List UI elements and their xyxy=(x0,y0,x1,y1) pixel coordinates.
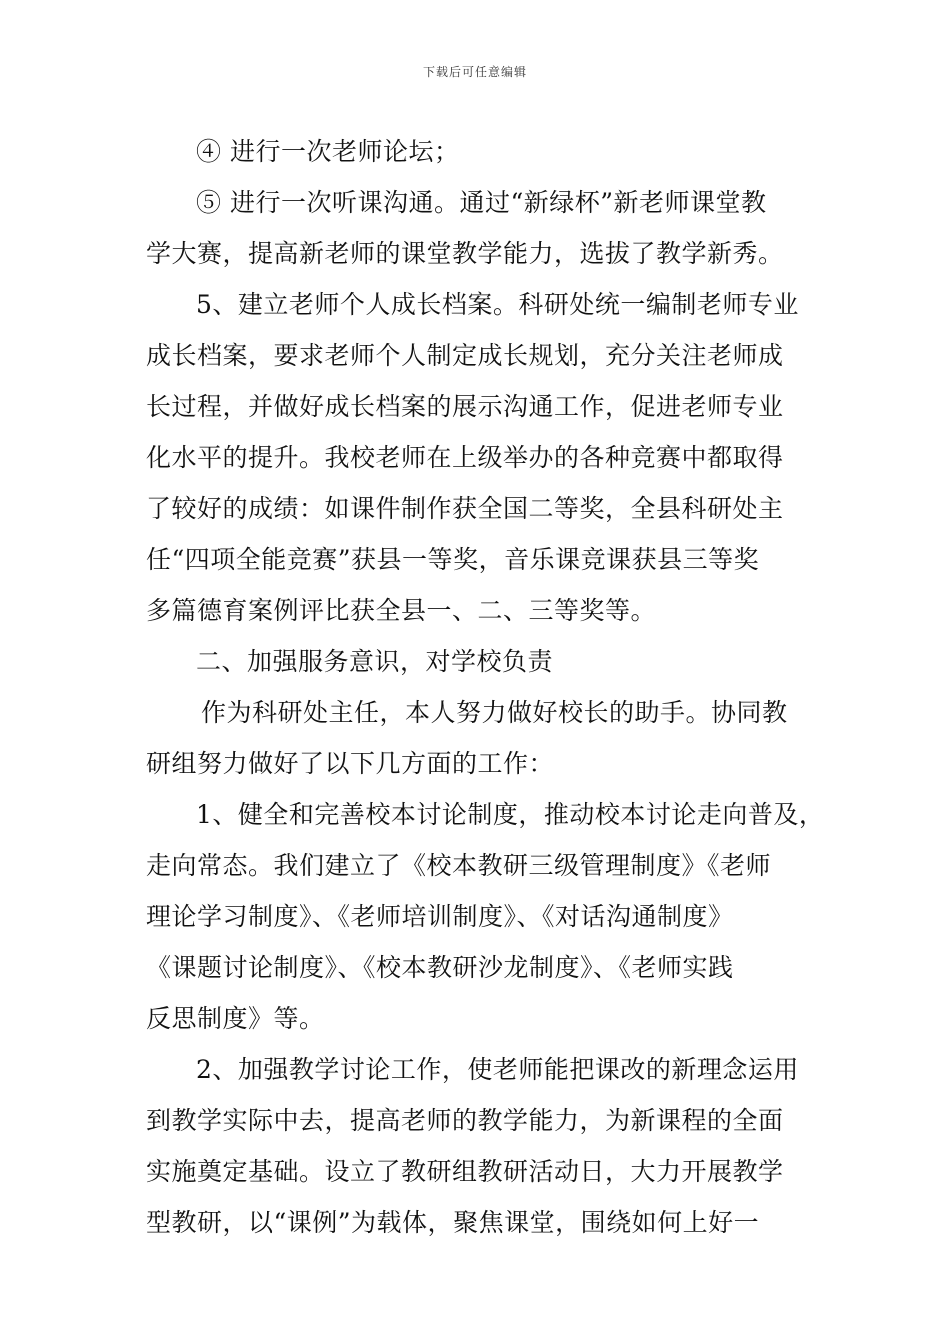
paragraph-line: 成长档案，要求老师个人制定成长规划，充分关注老师成 xyxy=(146,341,784,370)
paragraph-line: ⑤ 进行一次听课沟通。通过“新绿杯”新老师课堂教 xyxy=(196,188,767,217)
paragraph-line: 实施奠定基础。设立了教研组教研活动日，大力开展教学 xyxy=(146,1157,784,1186)
paragraph-line: 化水平的提升。我校老师在上级举办的各种竞赛中都取得 xyxy=(146,443,784,472)
paragraph-line: 1、健全和完善校本讨论制度，推动校本讨论走向普及， xyxy=(196,800,825,829)
paragraph-line: 学大赛，提高新老师的课堂教学能力，选拔了教学新秀。 xyxy=(146,239,784,268)
paragraph-line: 多篇德育案例评比获全县一、二、三等奖等。 xyxy=(146,596,657,625)
paragraph-line: 了较好的成绩：如课件制作获全国二等奖，全县科研处主 xyxy=(146,494,784,523)
paragraph-line: 任“四项全能竞赛”获县一等奖，音乐课竞课获县三等奖 xyxy=(146,545,760,574)
paragraph-line: 《课题讨论制度》、《校本教研沙龙制度》、《老师实践 xyxy=(146,953,734,982)
paragraph-line: ④ 进行一次老师论坛； xyxy=(196,137,460,166)
paragraph-line: 5、建立老师个人成长档案。科研处统一编制老师专业 xyxy=(196,290,799,319)
section-heading: 二、加强服务意识，对学校负责 xyxy=(196,647,554,676)
paragraph-line: 反思制度》等。 xyxy=(146,1004,325,1033)
paragraph-line: 作为科研处主任，本人努力做好校长的助手。协同教 xyxy=(201,698,788,727)
paragraph-line: 2、加强教学讨论工作，使老师能把课改的新理念运用 xyxy=(196,1055,799,1084)
paragraph-line: 型教研，以“课例”为载体，聚焦课堂，围绕如何上好一 xyxy=(146,1208,760,1237)
document-body xyxy=(146,126,825,1248)
paragraph-line: 到教学实际中去，提高老师的教学能力，为新课程的全面 xyxy=(146,1106,784,1135)
paragraph-line: 研组努力做好了以下几方面的工作： xyxy=(146,749,555,778)
page-header: 下载后可任意编辑 xyxy=(422,65,527,79)
paragraph-line: 理论学习制度》、《老师培训制度》、《对话沟通制度》 xyxy=(146,902,734,931)
paragraph-line: 走向常态。我们建立了《校本教研三级管理制度》《老师 xyxy=(146,851,772,880)
paragraph-line: 长过程，并做好成长档案的展示沟通工作，促进老师专业 xyxy=(146,392,784,421)
